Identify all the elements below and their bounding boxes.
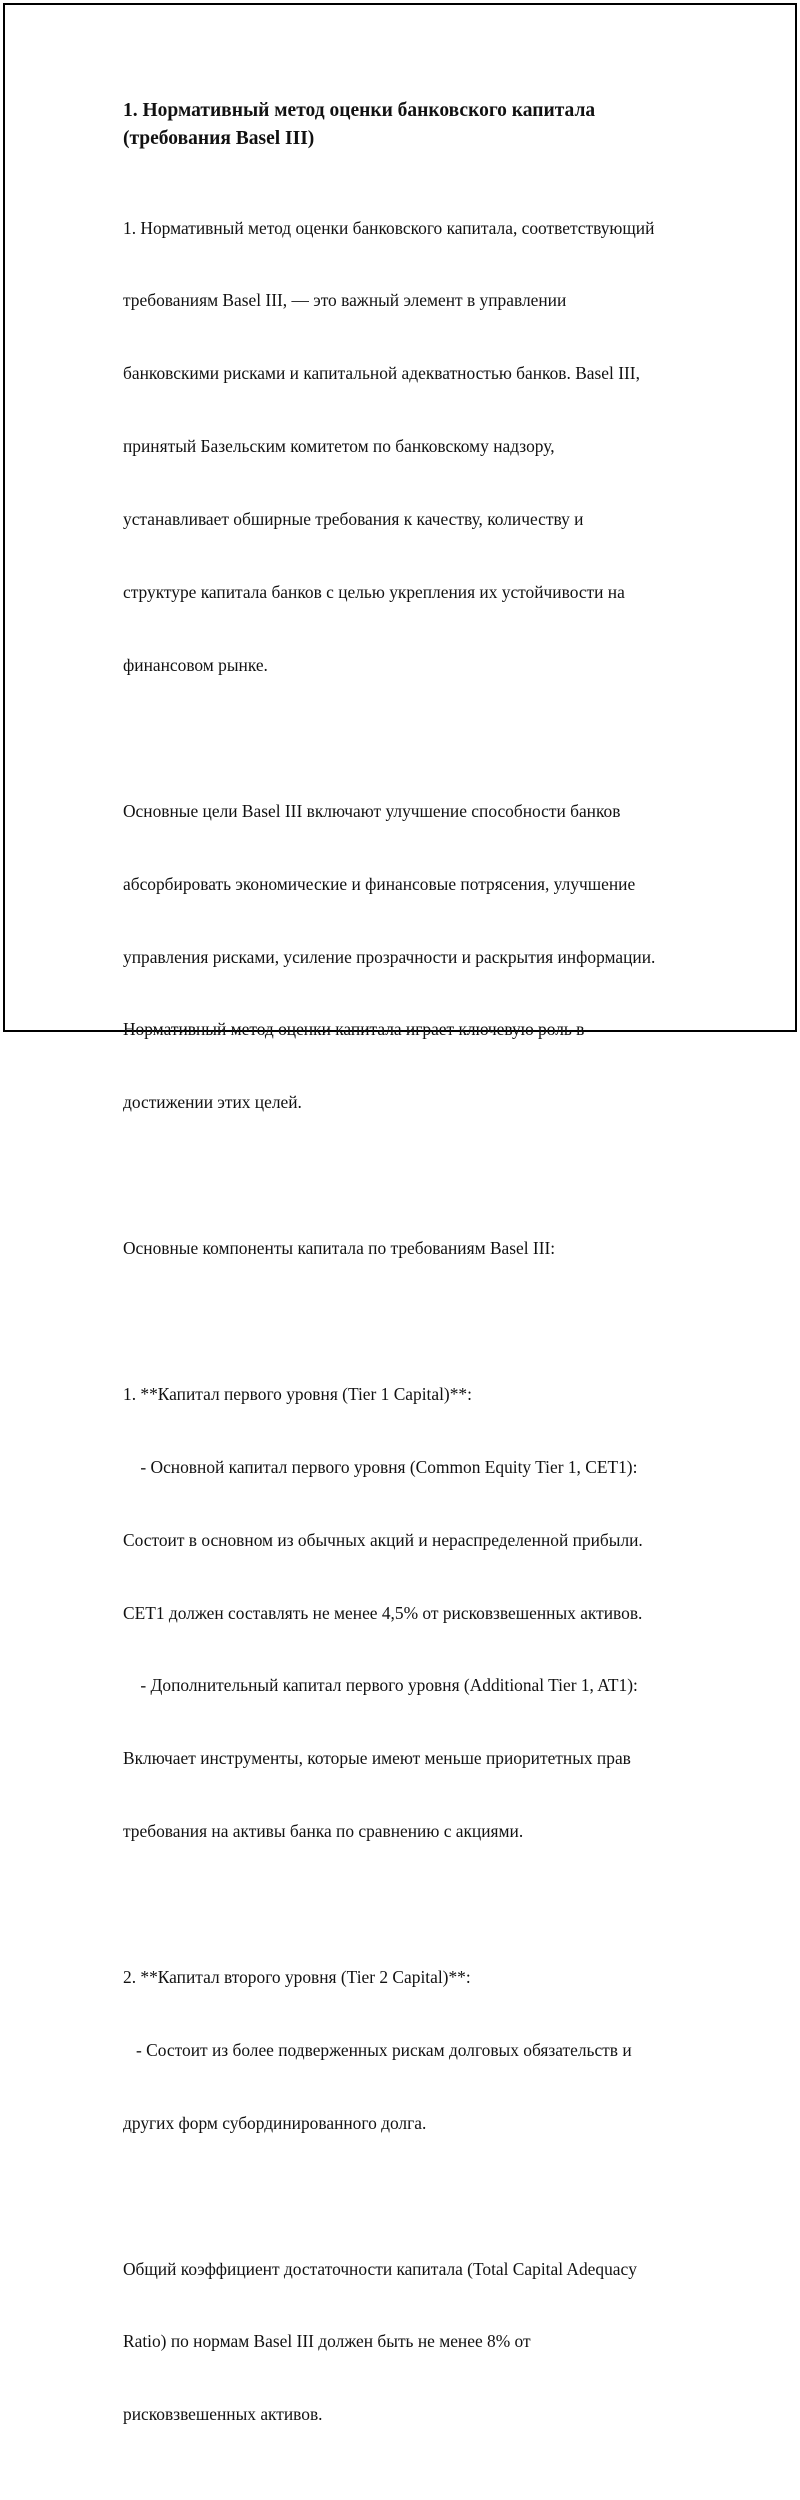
text-line: рисковзвешенных активов.	[123, 2404, 323, 2425]
text-line: - Состоит из более подверженных рискам долговых обязательств и	[123, 2039, 632, 2060]
text-line: финансовом рынке.	[123, 654, 268, 675]
title-line: 1. Нормативный метод оценки банковского капитала	[123, 100, 596, 121]
text-line: требованиям Basel III, — это важный элемент в управлении	[123, 290, 567, 311]
paragraph-tier1	[123, 1333, 723, 1892]
text-line: - Дополнительный капитал первого уровня (Additional Tier 1, AT1):	[123, 1675, 638, 1696]
paragraph-intro	[123, 167, 723, 726]
text-line: CET1 должен составлять не менее 4,5% от рисковзвешенных активов.	[123, 1602, 643, 1623]
paragraph-components-heading	[123, 1187, 723, 1308]
title-line: (требования Basel III)	[123, 128, 315, 149]
document-title	[123, 97, 723, 153]
text-line: Ratio) по нормам Basel III должен быть не менее 8% от	[123, 2331, 531, 2352]
text-line: 1. **Капитал первого уровня (Tier 1 Capital)**:	[123, 1383, 472, 1404]
document-content	[123, 97, 723, 2500]
text-line: 2. **Капитал второго уровня (Tier 2 Capital)**:	[123, 1966, 471, 1987]
paragraph-total-ratio	[123, 2208, 723, 2475]
text-line: Основные цели Basel III включают улучшение способности банков	[123, 800, 621, 821]
paragraph-goals	[123, 750, 723, 1163]
text-line: устанавливает обширные требования к качеству, количеству и	[123, 509, 584, 530]
text-line: других форм субординированного долга.	[123, 2112, 427, 2133]
text-line: Общий коэффициент достаточности капитала (Total Capital Adequacy	[123, 2258, 637, 2279]
text-line: Включает инструменты, которые имеют меньше приоритетных прав	[123, 1748, 631, 1769]
text-line: Основные компоненты капитала по требованиям Basel III:	[123, 1238, 556, 1259]
text-line: принятый Базельским комитетом по банковскому надзору,	[123, 436, 555, 457]
text-line: - Основной капитал первого уровня (Common Equity Tier 1, CET1):	[123, 1456, 638, 1477]
text-line: управления рисками, усиление прозрачности и раскрытия информации.	[123, 946, 656, 967]
text-line: структуре капитала банков с целью укрепления их устойчивости на	[123, 582, 625, 603]
text-line: банковскими рисками и капитальной адекватностью банков. Basel III,	[123, 363, 640, 384]
text-line: достижении этих целей.	[123, 1092, 302, 1113]
paragraph-tier2	[123, 1916, 723, 2183]
text-line: Нормативный метод оценки капитала играет ключевую роль в	[123, 1019, 585, 1040]
text-line: требования на активы банка по сравнению с акциями.	[123, 1821, 524, 1842]
text-line: 1. Нормативный метод оценки банковского капитала, соответствующий	[123, 217, 655, 238]
text-line: абсорбировать экономические и финансовые потрясения, улучшение	[123, 873, 636, 894]
document-page	[3, 3, 797, 2425]
text-line: Состоит в основном из обычных акций и нераспределенной прибыли.	[123, 1529, 643, 1550]
